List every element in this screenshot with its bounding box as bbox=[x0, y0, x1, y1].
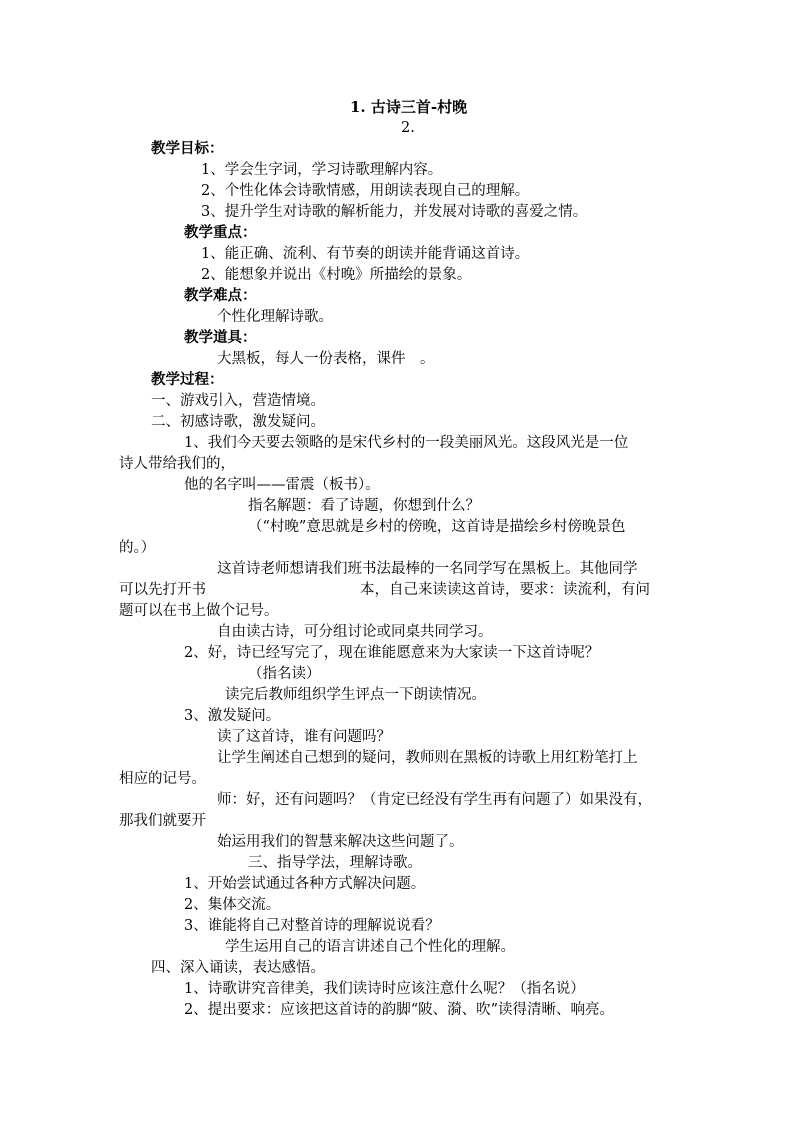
process-line: （“村晚”意思就是乡村的傍晚，这首诗是描绘乡村傍晚景色 bbox=[248, 519, 626, 535]
goal-item: 2、个性化体会诗歌情感，用朗读表现自己的理解。 bbox=[201, 183, 530, 199]
process-line: 这首诗老师想请我们班书法最棒的一名同学写在黑板上。其他同学 bbox=[217, 561, 638, 577]
process-line: 二、初感诗歌，激发疑问。 bbox=[151, 414, 325, 430]
process-line: 2、好，诗已经写完了，现在谁能愿意来为大家读一下这首诗呢？ bbox=[184, 645, 600, 661]
process-line: 的。） bbox=[119, 540, 156, 556]
process-heading: 教学过程： bbox=[151, 371, 224, 388]
process-line: 本，自己来读读这首诗，要求：读流利，有问 bbox=[360, 582, 650, 598]
process-line: 一、游戏引入，营造情境。 bbox=[151, 393, 325, 409]
process-line: 2、提出要求：应该把这首诗的韵脚“陂、漪、吹”读得清晰、响亮。 bbox=[184, 1002, 615, 1018]
process-line: 诗人带给我们的， bbox=[119, 456, 235, 472]
process-line: 那我们就要开 bbox=[119, 813, 206, 829]
process-line: 始运用我们的智慧来解决这些问题了。 bbox=[217, 834, 464, 850]
difficulties-heading: 教学难点： bbox=[184, 287, 257, 304]
process-line: 读完后教师组织学生评点一下朗读情况。 bbox=[225, 687, 486, 703]
process-line: 2、集体交流。 bbox=[184, 897, 281, 913]
process-line: 1、我们今天要去领略的是宋代乡村的一段美丽风光。这段风光是一位 bbox=[184, 435, 629, 451]
process-line: 3、激发疑问。 bbox=[184, 708, 281, 724]
tools-text: 大黑板，每人一份表格，课件 。 bbox=[217, 351, 435, 367]
process-line: 可以先打开书 bbox=[119, 582, 206, 598]
process-line: 相应的记号。 bbox=[119, 771, 206, 787]
process-line: （指名读） bbox=[248, 666, 321, 682]
key-points-heading: 教学重点： bbox=[184, 224, 257, 241]
process-line: 1、开始尝试通过各种方式解决问题。 bbox=[184, 876, 426, 892]
key-point-item: 1、能正确、流利、有节奏的朗读并能背诵这首诗。 bbox=[201, 246, 530, 262]
process-line: 学生运用自己的语言讲述自己个性化的理解。 bbox=[225, 939, 515, 955]
process-line: 1、诗歌讲究音律美，我们读诗时应该注意什么呢？（指名说） bbox=[184, 981, 585, 997]
doc-title: 1. 古诗三首-村晚 bbox=[350, 98, 468, 116]
tools-heading: 教学道具： bbox=[184, 329, 257, 346]
key-point-item: 2、能想象并说出《村晚》所描绘的景象。 bbox=[201, 267, 472, 283]
goals-heading: 教学目标： bbox=[151, 140, 224, 157]
process-line: 四、深入诵读，表达感悟。 bbox=[151, 960, 325, 976]
goal-item: 1、学会生字词，学习诗歌理解内容。 bbox=[201, 162, 443, 178]
process-line: 三、指导学法，理解诗歌。 bbox=[248, 855, 422, 871]
process-line: 他的名字叫——雷震（板书）。 bbox=[184, 477, 380, 493]
difficulties-text: 个性化理解诗歌。 bbox=[217, 309, 333, 325]
process-line: 读了这首诗，谁有问题吗？ bbox=[217, 729, 391, 745]
process-line: 让学生阐述自己想到的疑问，教师则在黑板的诗歌上用红粉笔打上 bbox=[217, 750, 638, 766]
process-line: 师：好，还有问题吗？（肯定已经没有学生再有问题了）如果没有， bbox=[217, 792, 652, 808]
process-line: 题可以在书上做个记号。 bbox=[119, 603, 279, 619]
doc-subtitle: 2. bbox=[401, 120, 415, 136]
goal-item: 3、提升学生对诗歌的解析能力，并发展对诗歌的喜爱之情。 bbox=[201, 204, 588, 220]
process-line: 自由读古诗，可分组讨论或同桌共同学习。 bbox=[217, 624, 493, 640]
process-line: 3、谁能将自己对整首诗的理解说说看？ bbox=[184, 918, 440, 934]
process-line: 指名解题：看了诗题，你想到什么？ bbox=[248, 498, 480, 514]
